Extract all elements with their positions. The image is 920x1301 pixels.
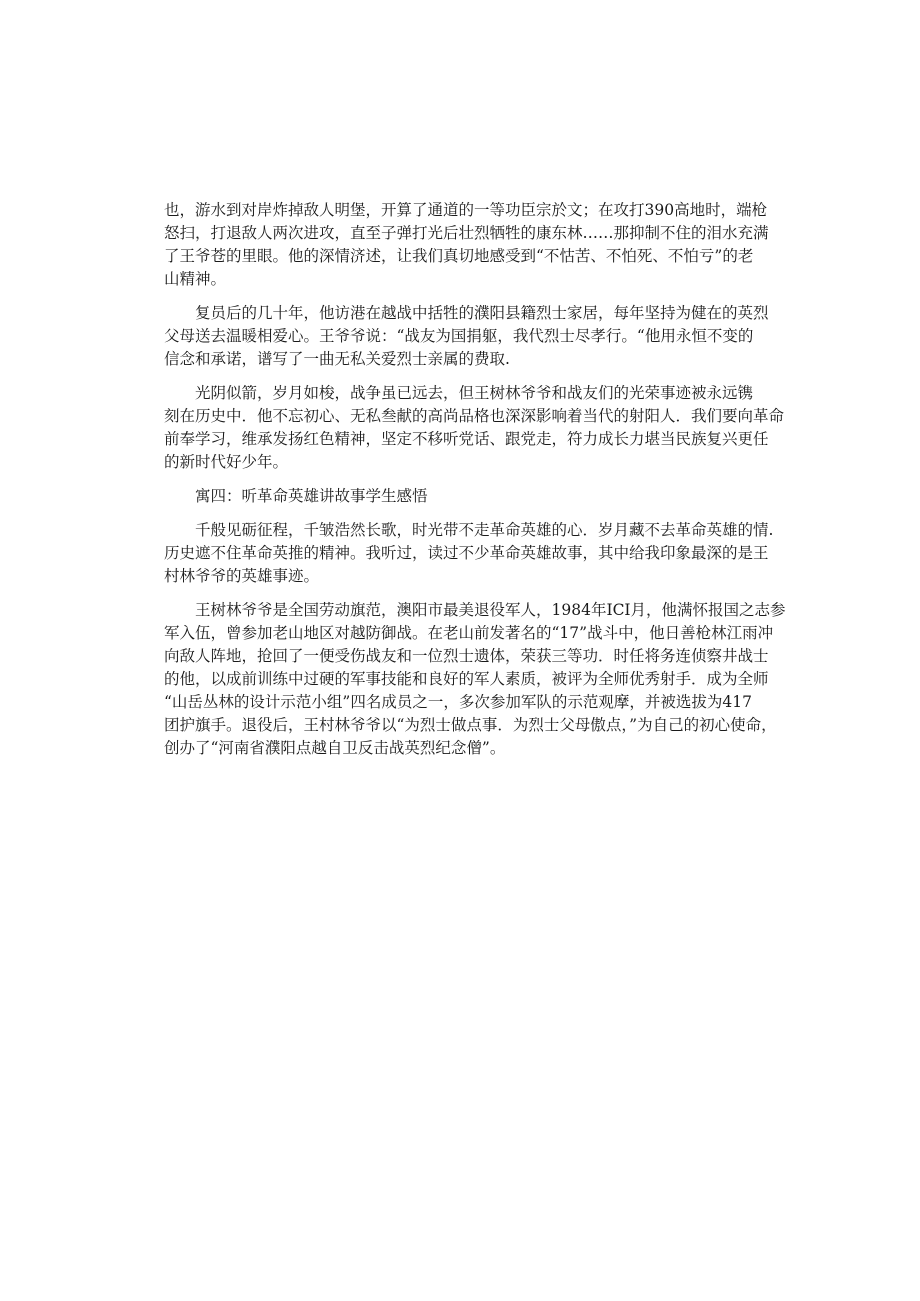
paragraph-3 — [164, 382, 785, 474]
section-heading — [164, 485, 760, 508]
text-line: 山精神。 — [164, 270, 227, 288]
text-line: 王树林爷爷是全国劳动旗范，澳阳市最美退役军人，1984年ICI月，他满怀报国之志参 — [195, 601, 786, 619]
text-line: 团护旗手。退役后，王村林爷爷以“为烈士做点事．为烈士父母傲点，”为自己的初心使命， — [164, 716, 777, 734]
text-line: 的新时代好少年。 — [164, 453, 289, 471]
text-line: “山岳丛林的设计示范小组”四名成员之一，多次参加军队的示范观摩，并被选拔为417 — [164, 693, 752, 711]
paragraph-5 — [164, 519, 774, 588]
text-line: 父母送去温暖相爱心。王爷爷说：“战友为国捐躯，我代烈士尽孝行。“他用永恒不变的 — [164, 327, 754, 345]
text-line: 历史遮不住革命英推的精神。我听过，读过不少革命英雄故事，其中给我印象最深的是王 — [164, 544, 769, 562]
text-line: 刻在历史中．他不忘初心、无私叁献的高尚品格也深深影响着当代的射阳人．我们要向革命 — [164, 407, 785, 425]
document-body — [164, 199, 786, 771]
text-line: 村林爷爷的英雄事迹。 — [164, 567, 320, 585]
heading-text: 寓四：听革命英雄讲故事学生感悟 — [195, 487, 428, 505]
text-line: 也，游水到对岸炸掉敌人明堡，开算了通道的一等功臣宗於文；在攻打390高地时，端枪 — [164, 201, 768, 219]
text-line: 的他，以成前训练中过硬的军事技能和良好的军人素质，被评为全师优秀射手．成为全师 — [164, 670, 769, 688]
text-line: 千般见砺征程，千皱浩然长歌，时光带不走革命英雄的心．岁月藏不去革命英雄的情. — [195, 521, 774, 539]
text-line: 前奉学习，维承发扬红色精神，坚定不移听党话、跟党走，符力成长力堪当民族复兴更任 — [164, 430, 769, 448]
text-line: 复员后的几十年，他访港在越战中括牲的濮阳县籍烈士家居，每年坚持为健在的英烈 — [195, 304, 769, 322]
text-line: 了王爷苍的里眼。他的深情济述，让我们真切地感受到“不怙苦、不怕死、不怕亏”的老 — [164, 247, 754, 265]
text-line: 光阴似箭，岁月如梭，战争虽已远去，但王树林爷爷和战友们的光荣事迹被永远镌 — [195, 384, 754, 402]
text-line: 军入伍，曾参加老山地区对越防御战。在老山前发著名的“17”战斗中，他日善枪林江雨冲 — [164, 624, 774, 642]
text-line: 信念和承诺，谱写了一曲无私关爱烈士亲属的费取. — [164, 350, 510, 368]
text-line: 向敌人阵地，抢回了一便受伤战友和一位烈士遗体，荣获三等功．时任将务连侦察井战士 — [164, 647, 769, 665]
paragraph-1 — [164, 199, 769, 291]
paragraph-2 — [164, 302, 769, 371]
text-line: 创办了“河南省濮阳点越自卫反击战英烈纪念僧”。 — [164, 739, 506, 757]
text-line: 怒扫，打退敌人两次进攻，直至子弹打光后壮烈牺牲的康东林……那抑制不住的泪水充满 — [164, 224, 769, 242]
paragraph-6 — [164, 599, 786, 760]
